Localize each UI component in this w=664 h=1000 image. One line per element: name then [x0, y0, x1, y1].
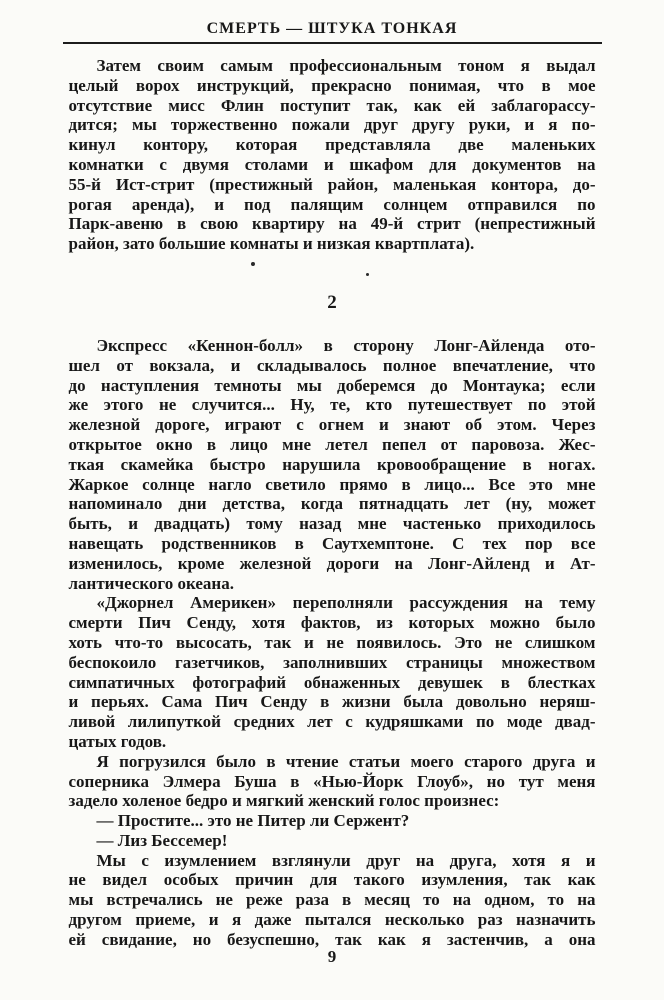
text-line: цатых годов. [68, 731, 167, 751]
text-line: район, зато большие комнаты и низкая квартплата). [68, 234, 475, 254]
text-line: — Лиз Бессемер! [96, 830, 228, 850]
text-line: смерти Пич Сенду, хотя фактов, из которых можно было [68, 613, 596, 633]
text-line: дится; мы торжественно пожали друг другу руки, и я по- [68, 115, 596, 135]
dialogue-line [69, 831, 596, 851]
text-line: Затем своим самым профессиональным тоном я выдал [96, 56, 596, 75]
header-rule [63, 42, 602, 44]
section-heading: 2 [327, 291, 337, 313]
text-line: железной дороге, играют с огнем и знают об этом. Через [68, 415, 596, 435]
dialogue-line [69, 811, 596, 831]
text-line: до наступления темноты мы доберемся до Монтаука; если [68, 375, 596, 395]
text-line: симпатичных фотографий обнаженных девушек в блестках [68, 672, 596, 692]
text-line: «Джорнел Америкен» переполняли рассуждения на тему [96, 593, 596, 613]
text-line: беспокоило газетчиков, заполнивших страницы множеством [68, 652, 596, 672]
text-line: Жаркое солнце нагло светило прямо в лицо... Все это мне [68, 474, 596, 494]
text-line: и перьях. Сама Пич Сенду в жизни была довольно неряш- [68, 692, 596, 712]
text-line: Парк-авеню в свою квартиру на 49-й стрит (непрестижный [68, 214, 596, 234]
text-line: комнатки с двумя столами и шкафом для документов на [68, 154, 596, 174]
text-line: другом приеме, и я даже пытался несколько раз назначить [68, 910, 596, 930]
scan-speck [251, 262, 255, 266]
text-line: 55-й Ист-стрит (престижный район, маленькая контора, до- [68, 174, 596, 194]
paragraph [69, 336, 596, 593]
text-line: Экспресс «Кеннон-болл» в сторону Лонг-Айленда ото- [96, 335, 596, 355]
text-line: рогая аренда), и под палящим солнцем отправился по [68, 194, 596, 214]
text-line: ливой лилипуткой средних лет с кудряшками по моде двад- [68, 712, 596, 732]
text-line: лантического океана. [68, 573, 234, 593]
text-line: Мы с изумлением взглянули друг на друга, хотя я и [96, 850, 596, 870]
text-line: ткая скамейка быстро нарушила кровообращение в ногах. [68, 454, 596, 474]
paragraph [69, 56, 596, 254]
text-line: же этого не случится... Ну, те, кто путешествует по этой [68, 395, 596, 415]
text-line: кинул контору, которая представляла две маленьких [68, 135, 596, 155]
text-line: целый ворох инструкций, прекрасно понимая, что в мое [68, 75, 596, 95]
page-number: 9 [327, 947, 337, 966]
text-line: навещать родственников в Саутхемптоне. С тех пор все [68, 533, 596, 553]
text-line: быть, и двадцать) тому назад мне частенько приходилось [68, 514, 596, 534]
paragraph [69, 851, 596, 950]
scan-speck [366, 273, 369, 276]
text-line: напоминало дни детства, когда пятнадцать лет (ну, может [68, 494, 596, 514]
text-line: ей свидание, но безуспешно, так как я застенчив, а она [68, 929, 596, 949]
text-line: отсутствие мисс Флин поступит так, как ей заблагорассу- [68, 95, 596, 115]
text-line: изменилось, кроме железной дороги на Лонг-Айленд и Ат- [68, 553, 596, 573]
paragraph [69, 752, 596, 811]
text-line: хоть что-то высосать, так и не появилось. Это не слишком [68, 632, 596, 652]
text-line: соперника Элмера Буша в «Нью-Йорк Глоуб», но тут меня [68, 771, 596, 791]
text-line: не видел особых причин для такого изумления, так как [68, 870, 596, 890]
text-line: мы встречались не реже раза в месяц то на одном, то на [68, 890, 596, 910]
page-body [69, 56, 596, 950]
running-head: СМЕРТЬ — ШТУКА ТОНКАЯ [206, 20, 458, 37]
text-line: шел от вокзала, и складывалось полное впечатление, что [68, 355, 596, 375]
text-line: Я погрузился было в чтение статьи моего старого друга и [96, 751, 596, 771]
text-line: — Простите... это не Питер ли Сержент? [96, 811, 410, 831]
text-line: открытое окно в лицо мне летел пепел от паровоза. Жес- [68, 434, 596, 454]
text-line: задело холеное бедро и мягкий женский голос произнес: [68, 791, 500, 811]
paragraph [69, 593, 596, 751]
